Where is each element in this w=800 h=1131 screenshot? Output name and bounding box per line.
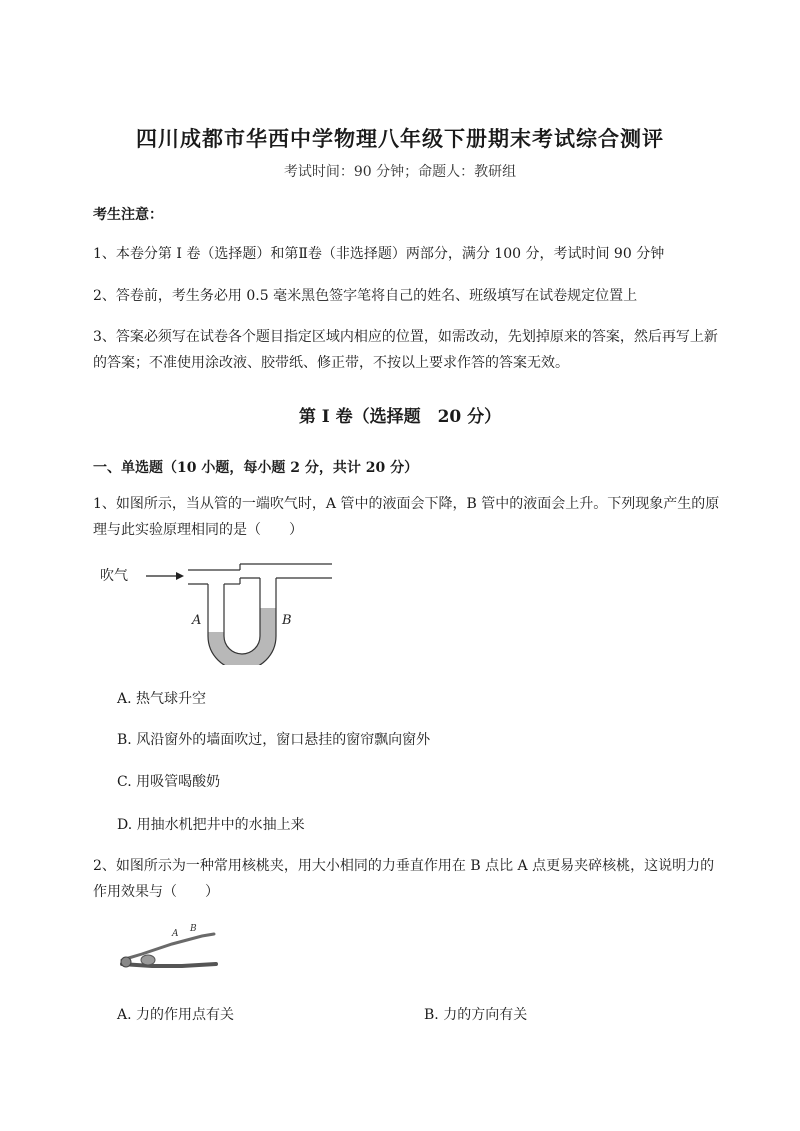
blow-label: 吹气 <box>100 568 128 584</box>
tube-b-label: B <box>282 613 292 628</box>
section-title: 第 I 卷（选择题 20 分） <box>298 407 502 427</box>
question-2-option-a[interactable]: A. 力的作用点有关 <box>117 1007 235 1023</box>
question-1-stem: 1、如图所示，当从管的一端吹气时，A 管中的液面会下降，B 管中的液面会上升。下列现象产生的原理与此实验原理相同的是（ ） <box>93 496 720 538</box>
notice-item-1: 1、本卷分第 I 卷（选择题）和第Ⅱ卷（非选择题）两部分，满分 100 分，考试时间 90 分钟 <box>93 246 665 262</box>
notice-item-3: 3、答案必须写在试卷各个题目指定区域内相应的位置，如需改动，先划掉原来的答案，然后再写上新的答案；不准使用涂改液、胶带纸、修正带，不按以上要求作答的答案无效。 <box>93 329 718 371</box>
point-a-label: A <box>172 929 179 939</box>
question-group-heading: 一、单选题（10 小题，每小题 2 分，共计 20 分） <box>93 460 419 476</box>
u-tube-inner-wall <box>224 578 260 654</box>
nutcracker-figure <box>112 920 222 976</box>
question-1-option-a[interactable]: A. 热气球升空 <box>117 691 207 707</box>
nutcracker-hinge <box>121 957 131 967</box>
nutcracker-upper-handle <box>122 934 214 960</box>
question-1-option-d[interactable]: D. 用抽水机把井中的水抽上来 <box>117 817 305 833</box>
notice-item-2: 2、答卷前，考生务必用 0.5 毫米黑色签字笔将自己的姓名、班级填写在试卷规定位置上 <box>93 288 638 304</box>
arrow-head <box>176 572 184 580</box>
u-tube-liquid <box>208 608 276 665</box>
exam-info: 考试时间：90 分钟；命题人：教研组 <box>283 164 517 180</box>
nutcracker-lower-handle <box>122 964 216 966</box>
tube-a-label: A <box>192 613 202 628</box>
notice-heading: 考生注意： <box>93 207 163 223</box>
nutcracker-jaw <box>141 955 155 965</box>
question-1-option-b[interactable]: B. 风沿窗外的墙面吹过，窗口悬挂的窗帘飘向窗外 <box>117 732 431 748</box>
point-b-label: B <box>190 924 197 934</box>
question-2-option-b[interactable]: B. 力的方向有关 <box>424 1007 528 1023</box>
page-title: 四川成都市华西中学物理八年级下册期末考试综合测评 <box>136 126 664 151</box>
u-tube-figure <box>100 560 340 665</box>
question-2-stem: 2、如图所示为一种常用核桃夹，用大小相同的力垂直作用在 B 点比 A 点更易夹碎核桃，这说明力的作用效果与（ ） <box>93 858 715 900</box>
question-1-option-c[interactable]: C. 用吸管喝酸奶 <box>117 774 221 790</box>
